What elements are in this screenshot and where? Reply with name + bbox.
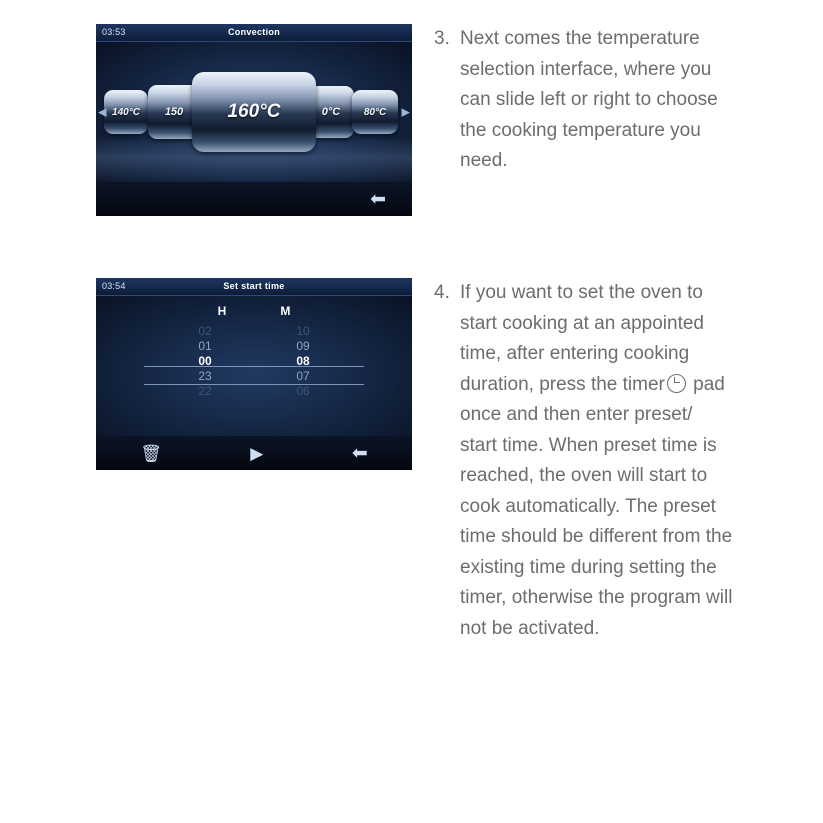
minutes-value-4[interactable]: 06 — [296, 384, 310, 398]
back-arrow-icon[interactable]: ⬅ — [370, 188, 386, 210]
temperature-carousel[interactable] — [96, 68, 412, 156]
clock-icon — [667, 374, 686, 393]
minutes-value-0[interactable]: 10 — [296, 324, 310, 338]
step-4 — [96, 278, 734, 644]
start-time-screen-figure — [96, 278, 412, 470]
hours-value-4[interactable]: 22 — [198, 384, 212, 398]
screen-title: Set start time — [223, 281, 285, 291]
temperature-option-1[interactable] — [104, 90, 148, 134]
minutes-value-1[interactable]: 09 — [296, 339, 310, 353]
temperature-option-5[interactable] — [352, 90, 398, 134]
step-3-number: 3. — [434, 28, 450, 49]
time-picker-headers — [96, 304, 412, 318]
temperature-option-selected-label: 160°C — [227, 101, 281, 122]
temperature-option-selected[interactable] — [192, 72, 316, 152]
hours-value-1[interactable]: 01 — [198, 339, 212, 353]
start-time-screen-toolbar — [96, 436, 412, 470]
hours-column[interactable] — [176, 324, 234, 399]
time-picker-columns[interactable] — [96, 324, 412, 399]
hours-value-selected[interactable]: 00 — [198, 354, 212, 368]
hours-column-header: H — [217, 304, 227, 318]
temperature-option-5-label: 80°C — [363, 106, 387, 118]
step-3 — [96, 24, 734, 216]
step-3-text: Next comes the temperature selection interface, where you can slide left or right to choose the cooking temperature you need. — [460, 28, 718, 171]
hours-value-3[interactable]: 23 — [198, 369, 212, 383]
temperature-screen-toolbar — [96, 182, 412, 216]
oven-display-start-time[interactable] — [96, 278, 412, 470]
hours-value-0[interactable]: 02 — [198, 324, 212, 338]
screen-title: Convection — [227, 27, 280, 37]
minutes-value-3[interactable]: 07 — [296, 369, 310, 383]
temperature-option-1-label: 140°C — [112, 106, 140, 118]
minutes-column-header: M — [280, 304, 291, 318]
step-4-text — [460, 278, 734, 644]
delete-icon[interactable]: 🗑 — [140, 443, 162, 463]
minutes-column[interactable] — [274, 324, 332, 399]
play-icon[interactable]: ▶ — [250, 443, 264, 463]
temperature-option-4-label: 0°C — [321, 106, 341, 118]
step-4-text-after-icon: pad once and then enter preset/ start time. When preset time is reached, the oven will start to cook automatically. The preset time should be different from the existing time during setting the timer, otherwise the program will not be activated. — [460, 373, 733, 639]
step-4-text-before-icon: If you want to set the oven to start cooking at an appointed time, after entering cooking duration, press the timer — [460, 282, 705, 395]
step-3-text-column — [434, 24, 734, 177]
step-4-text-column — [434, 278, 734, 644]
clock-label: 03:53 — [102, 27, 126, 37]
temperature-screen-figure — [96, 24, 412, 216]
carousel-right-arrow-icon[interactable]: ▶ — [401, 106, 410, 119]
oven-display-temperature[interactable] — [96, 24, 412, 216]
temperature-option-2-label: 150 — [164, 106, 184, 118]
step-4-number: 4. — [434, 282, 450, 303]
display-title-bar — [96, 24, 412, 42]
minutes-value-selected[interactable]: 08 — [296, 354, 310, 368]
display-title-bar — [96, 278, 412, 296]
carousel-left-arrow-icon[interactable]: ◀ — [98, 106, 107, 119]
back-arrow-icon[interactable]: ⬅ — [351, 442, 368, 464]
clock-label: 03:54 — [102, 281, 126, 291]
